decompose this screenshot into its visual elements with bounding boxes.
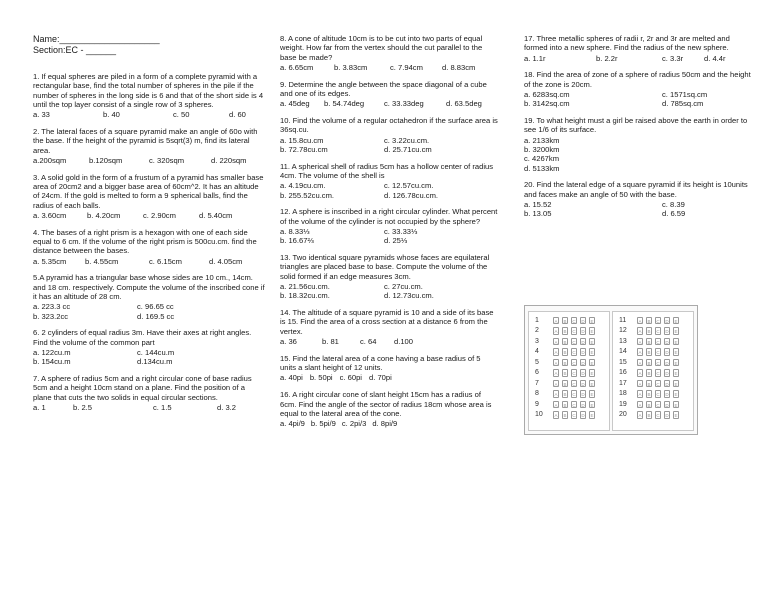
answer-bubble-b[interactable]: B <box>647 392 651 397</box>
answer-bubble-b[interactable]: B <box>563 381 567 387</box>
options <box>524 54 754 63</box>
option-b: b. 4.55cm <box>85 256 119 266</box>
option-a: a. 36 <box>280 337 297 347</box>
option-d: d. 63.5deg <box>446 99 482 109</box>
answer-bubble-c[interactable]: C <box>656 350 660 355</box>
answer-row-number: 9 <box>535 400 539 408</box>
answer-bubble-e[interactable]: E <box>674 329 678 334</box>
answer-bubble-a[interactable]: A <box>554 413 558 418</box>
option-c: c. 3.3r <box>662 53 684 63</box>
option-a: a. 21.56cu.cm. <box>280 282 330 292</box>
option-c: c. 3.22cu.cm. <box>384 135 430 145</box>
answer-bubble-b[interactable]: B <box>647 402 651 408</box>
question-7 <box>33 374 265 412</box>
options <box>33 156 265 165</box>
answer-bubble-a[interactable]: A <box>554 381 558 387</box>
answer-bubble-b[interactable]: B <box>647 381 651 387</box>
option-c: c. 6.15cm <box>149 256 182 266</box>
answer-row <box>529 410 609 421</box>
question-text: 12. A sphere is inscribed in a right circular cylinder. What percent of the volume of the cylinder is not occupied by the sphere? <box>280 207 498 226</box>
column-left <box>33 34 265 420</box>
option-c: c. 50 <box>173 110 190 120</box>
option-b: b. 13.05 <box>524 209 552 219</box>
question-text: 9. Determine the angle between the space diagonal of a cube and one of its edges. <box>280 79 487 98</box>
answer-row-number: 14 <box>619 348 627 356</box>
answer-bubble-b[interactable]: B <box>563 350 567 355</box>
options <box>280 373 498 382</box>
question-text: 13. Two identical square pyramids whose faces are equilateral triangles are placed base to base. Compute the volume of the solid formed if an edge measures 3cm. <box>280 253 490 281</box>
question-text: 6. 2 cylinders of equal radius 3m. Have their axes at right angles. Find the volume of the common part <box>33 328 252 347</box>
answer-bubble-a[interactable]: A <box>638 329 642 334</box>
question-14 <box>280 308 498 346</box>
answer-bubble-d[interactable]: D <box>581 381 585 387</box>
option-d: d. 5133km <box>524 163 560 173</box>
question-text: 16. A right circular cone of slant height 15cm has a radius of 6cm. Find the angle of the sector of radius 18cm whose area is equal to the lateral area of the cone. <box>280 390 492 418</box>
option-b: b. 81 <box>322 337 339 347</box>
answer-bubble-a[interactable]: A <box>638 381 642 387</box>
answer-bubble-e[interactable]: E <box>674 318 678 324</box>
answer-bubble-d[interactable]: D <box>665 339 669 345</box>
answer-bubble-d[interactable]: D <box>665 392 669 397</box>
answer-bubble-b[interactable]: B <box>647 371 651 376</box>
option-b: b. 3142sq.cm <box>524 99 570 109</box>
option-b: b. 40 <box>103 110 120 120</box>
answer-bubble-d[interactable]: D <box>581 413 585 418</box>
option-d: d. 8pi/9 <box>372 419 398 429</box>
question-text: 19. To what height must a girl be raised above the earth in order to see 1/6 of its surface. <box>524 116 748 135</box>
answer-row-number: 6 <box>535 369 539 377</box>
options <box>280 227 498 246</box>
answer-bubble-a[interactable]: A <box>638 392 642 397</box>
option-c: c. 320sqm <box>149 155 185 165</box>
answer-bubble-a[interactable]: A <box>554 360 558 366</box>
answer-row <box>613 357 693 368</box>
option-a: a. 40pi <box>280 373 303 383</box>
option-c: c. 144cu.m <box>137 347 175 357</box>
question-5 <box>33 273 265 320</box>
option-b: b. 3.83cm <box>334 62 368 72</box>
option-a: a. 45deg <box>280 99 310 109</box>
option-d: d.100 <box>394 337 414 347</box>
question-19 <box>524 116 754 173</box>
option-d: d. 8.83cm <box>442 62 476 72</box>
question-text: 11. A spherical shell of radius 5cm has a hollow center of radius 4cm. The volume of the shell is <box>280 161 494 181</box>
option-b: b. 50pi <box>309 373 333 383</box>
option-d: d. 4.05cm <box>209 256 243 266</box>
question-text: 1. If equal spheres are piled in a form of a complete pyramid with a rectangular base, find the total number of spheres in the pile if the number of spheres in the long side is 6 and that of the short side is 4 until the top layer consist of a single row of 3 spheres. <box>33 72 264 109</box>
answer-row-number: 20 <box>619 411 627 419</box>
question-text: 5.A pyramid has a triangular base whose sides are 10 cm., 14cm. and 18 cm. respectively. Compute the volume of the inscribed cone if it has an altitude of 28 cm. <box>33 273 265 301</box>
options <box>280 99 498 108</box>
answer-bubble-e[interactable]: E <box>590 371 594 376</box>
answer-row <box>529 326 609 337</box>
answer-bubble-c[interactable]: C <box>656 392 660 397</box>
answer-bubble-e[interactable]: E <box>590 381 594 387</box>
answer-bubble-e[interactable]: E <box>590 413 594 418</box>
option-a: a. 4pi/9 <box>280 419 305 429</box>
answer-bubble-a[interactable]: A <box>638 413 642 418</box>
question-text: 14. The altitude of a square pyramid is 10 and a side of its base is 15. Find the area of a cross section at a distance 6 from the vertex. <box>280 308 494 336</box>
question-15 <box>280 354 498 383</box>
option-d: d. 6.59 <box>662 209 686 219</box>
question-16 <box>280 390 498 428</box>
answer-bubble-b[interactable]: B <box>563 413 567 418</box>
answer-bubble-a[interactable]: A <box>638 339 642 345</box>
answer-bubble-e[interactable]: E <box>590 392 594 397</box>
question-text: 17. Three metallic spheres of radii r, 2r and 3r are melted and formed into a new sphere. Find the radius of the new sphere. <box>524 34 730 53</box>
options <box>33 211 265 220</box>
answer-bubble-e[interactable]: E <box>590 350 594 355</box>
answer-bubble-d[interactable]: D <box>665 350 669 355</box>
answer-bubble-a[interactable]: A <box>554 329 558 334</box>
answer-bubble-d[interactable]: D <box>581 329 585 334</box>
answer-row <box>613 368 693 379</box>
option-a: a. 15.8cu.cm <box>280 135 324 145</box>
answer-row <box>529 378 609 389</box>
answer-row-number: 3 <box>535 337 539 345</box>
answer-bubble-c[interactable]: C <box>572 329 576 334</box>
option-a: a. 33 <box>33 110 50 120</box>
section-line: Section:EC - ______ <box>33 45 117 55</box>
answer-bubble-a[interactable]: A <box>554 339 558 345</box>
answer-bubble-b[interactable]: B <box>647 339 651 345</box>
answer-bubble-d[interactable]: D <box>581 350 585 355</box>
options <box>33 302 265 321</box>
option-b: b. 2.2r <box>596 53 618 63</box>
answer-bubble-d[interactable]: D <box>665 371 669 376</box>
answer-bubble-d[interactable]: D <box>665 381 669 387</box>
option-a: a. 1 <box>33 402 46 412</box>
question-20 <box>524 180 754 218</box>
question-text: 8. A cone of altitude 10cm is to be cut into two parts of equal weight. How far from the vertex should the cut parallel to the base be made? <box>280 34 483 62</box>
answer-bubble-e[interactable]: E <box>674 360 678 366</box>
question-1 <box>33 72 265 119</box>
option-c: c. 12.57cu.cm. <box>384 181 434 191</box>
answer-bubble-e[interactable]: E <box>590 402 594 408</box>
option-d: d. 25⅓ <box>384 236 408 246</box>
answer-bubble-a[interactable]: A <box>554 318 558 324</box>
answer-bubble-e[interactable]: E <box>590 360 594 366</box>
option-a: a. 6.65cm <box>280 62 314 72</box>
answer-bubble-c[interactable]: C <box>656 339 660 345</box>
options <box>524 90 754 109</box>
answer-bubble-b[interactable]: B <box>563 392 567 397</box>
option-a: a. 6283sq.cm <box>524 89 570 99</box>
answer-bubble-e[interactable]: E <box>674 350 678 355</box>
answer-bubble-c[interactable]: C <box>656 381 660 387</box>
answer-row <box>613 347 693 358</box>
answer-bubble-b[interactable]: B <box>563 360 567 366</box>
options <box>524 136 754 173</box>
answer-bubble-c[interactable]: C <box>572 371 576 376</box>
option-b: b.120sqm <box>89 155 123 165</box>
answer-row <box>613 399 693 410</box>
answer-row <box>613 378 693 389</box>
option-d: d. 785sq.cm <box>662 99 704 109</box>
question-text: 20. Find the lateral edge of a square pyramid if its height is 10units and faces make an angle of 50 with the base. <box>524 180 748 199</box>
question-8 <box>280 34 498 72</box>
options <box>33 257 265 266</box>
answer-row <box>529 368 609 379</box>
answer-bubble-b[interactable]: B <box>647 318 651 324</box>
answer-bubble-a[interactable]: A <box>638 350 642 355</box>
answer-row <box>529 347 609 358</box>
option-a: a. 2133km <box>524 135 560 145</box>
answer-bubble-d[interactable]: D <box>581 318 585 324</box>
answer-bubble-d[interactable]: D <box>581 339 585 345</box>
answer-row-number: 2 <box>535 327 539 335</box>
answer-row-number: 10 <box>535 411 543 419</box>
answer-row-number: 7 <box>535 379 539 387</box>
answer-bubble-c[interactable]: C <box>656 318 660 324</box>
answer-bubble-e[interactable]: E <box>590 329 594 334</box>
answer-bubble-b[interactable]: B <box>647 329 651 334</box>
option-c: c. 2.90cm <box>143 210 176 220</box>
answer-bubble-c[interactable]: C <box>656 371 660 376</box>
question-17 <box>524 34 754 63</box>
option-a: a.200sqm <box>33 155 67 165</box>
answer-bubble-d[interactable]: D <box>665 329 669 334</box>
question-11 <box>280 162 498 200</box>
answer-bubble-a[interactable]: A <box>638 360 642 366</box>
answer-row-number: 15 <box>619 358 627 366</box>
option-b: b. 72.78cu.cm <box>280 144 328 154</box>
question-3 <box>33 173 265 220</box>
option-b: b. 323.2cc <box>33 311 69 321</box>
option-d: d. 169.5 cc <box>137 311 175 321</box>
question-18 <box>524 70 754 108</box>
option-c: c. 60pi <box>339 373 362 383</box>
answer-bubble-d[interactable]: D <box>581 392 585 397</box>
answer-bubble-b[interactable]: B <box>563 339 567 345</box>
answer-row-number: 5 <box>535 358 539 366</box>
answer-bubble-b[interactable]: B <box>647 413 651 418</box>
question-13 <box>280 253 498 300</box>
answer-bubble-c[interactable]: C <box>572 402 576 408</box>
option-c: c. 1.5 <box>153 402 172 412</box>
question-text: 10. Find the volume of a regular octahedron if the surface area is 36sq.cu. <box>280 116 498 135</box>
options <box>280 63 498 72</box>
answer-bubble-d[interactable]: D <box>665 402 669 408</box>
answer-bubble-c[interactable]: C <box>572 339 576 345</box>
option-a: a. 15.52 <box>524 199 552 209</box>
answer-bubble-c[interactable]: C <box>572 413 576 418</box>
answer-bubble-d[interactable]: D <box>665 360 669 366</box>
answer-bubble-a[interactable]: A <box>554 350 558 355</box>
option-d: d. 25.71cu.cm <box>384 144 432 154</box>
question-text: 2. The lateral faces of a square pyramid make an angle of 60o with the base. If the height of the pyramid is 5sqrt(3) m, find its lateral area. <box>33 126 258 155</box>
answer-bubble-e[interactable]: E <box>674 381 678 387</box>
question-text: 7. A sphere of radius 5cm and a right circular cone of base radius 5cm and a height 10cm stand on a plane. Find the position of a plane that cuts the two solids in equal circular sections. <box>33 374 252 402</box>
question-2 <box>33 127 265 165</box>
option-c: c. 27cu.cm. <box>384 282 423 292</box>
answer-bubble-b[interactable]: B <box>563 371 567 376</box>
answer-row-number: 17 <box>619 379 627 387</box>
option-d: d. 60 <box>229 110 246 120</box>
option-d: d. 3.2 <box>217 402 236 412</box>
answer-row-number: 18 <box>619 390 627 398</box>
option-a: a. 223.3 cc <box>33 302 71 312</box>
answer-bubble-e[interactable]: E <box>590 339 594 345</box>
question-4 <box>33 228 265 266</box>
answer-bubble-d[interactable]: D <box>665 318 669 324</box>
option-a: a. 3.60cm <box>33 210 67 220</box>
option-a: a. 1.1r <box>524 53 546 63</box>
answer-row <box>613 326 693 337</box>
answer-row <box>529 357 609 368</box>
option-b: b. 16.67⅔ <box>280 236 314 246</box>
option-c: c. 8.39 <box>662 199 685 209</box>
option-c: c. 33.33deg <box>384 99 424 109</box>
option-d: d.134cu.m <box>137 357 173 367</box>
name-line: Name:____________________ <box>33 34 160 44</box>
answer-row-number: 4 <box>535 348 539 356</box>
option-a: a. 122cu.m <box>33 347 71 357</box>
options <box>280 282 498 301</box>
answer-row-number: 13 <box>619 337 627 345</box>
option-d: d. 126.78cu.cm. <box>384 190 439 200</box>
answer-bubble-a[interactable]: A <box>638 318 642 324</box>
option-b: b. 54.74deg <box>324 99 365 109</box>
option-d: d. 70pi <box>369 373 392 383</box>
answer-row <box>529 399 609 410</box>
answer-bubble-b[interactable]: B <box>647 350 651 355</box>
answer-bubble-c[interactable]: C <box>572 392 576 397</box>
option-b: b. 2.5 <box>73 402 92 412</box>
options <box>33 403 265 412</box>
answer-bubble-b[interactable]: B <box>563 318 567 324</box>
option-c: c. 7.94cm <box>390 62 423 72</box>
answer-bubble-c[interactable]: C <box>572 360 576 366</box>
options <box>280 419 498 428</box>
answer-bubble-c[interactable]: C <box>572 350 576 355</box>
answer-row <box>613 315 693 326</box>
option-b: b. 4.20cm <box>87 210 121 220</box>
options <box>524 200 754 219</box>
question-6 <box>33 328 265 366</box>
answer-row <box>529 389 609 400</box>
option-a: a. 5.35cm <box>33 256 67 266</box>
answer-bubble-c[interactable]: C <box>656 413 660 418</box>
question-12 <box>280 207 498 245</box>
answer-row-number: 12 <box>619 327 627 335</box>
option-d: d. 12.73cu.cm. <box>384 291 434 301</box>
answer-row <box>613 389 693 400</box>
question-10 <box>280 116 498 154</box>
option-c: c. 2pi/3 <box>341 419 367 429</box>
answer-bubble-e[interactable]: E <box>674 392 678 397</box>
answer-bubble-b[interactable]: B <box>563 402 567 408</box>
options <box>280 136 498 155</box>
option-c: c. 4267km <box>524 154 560 164</box>
option-d: d. 5.40cm <box>199 210 233 220</box>
answer-bubble-e[interactable]: E <box>674 371 678 376</box>
answer-row-number: 16 <box>619 369 627 377</box>
answer-bubble-c[interactable]: C <box>656 360 660 366</box>
answer-bubble-d[interactable]: D <box>581 402 585 408</box>
question-text: 3. A solid gold in the form of a frustum of a pyramid has smaller base area of 20cm2 and a bigger base area of 60cm^2. It has an altitude of 24cm. If the gold is melted to form a 9 spherical balls, find the radius of each balls. <box>33 172 264 210</box>
answer-bubble-d[interactable]: D <box>665 413 669 418</box>
column-right <box>524 34 754 226</box>
answer-bubble-c[interactable]: C <box>572 318 576 324</box>
option-b: b. 18.32cu.cm. <box>280 291 330 301</box>
answer-row-number: 1 <box>535 316 539 324</box>
answer-bubble-e[interactable]: E <box>674 339 678 345</box>
option-a: a. 4.19cu.cm. <box>280 181 326 191</box>
option-b: b. 3200km <box>524 144 560 154</box>
answer-bubble-c[interactable]: C <box>572 381 576 387</box>
answer-row-number: 11 <box>619 316 627 324</box>
option-a: a. 8.33⅓ <box>280 227 310 237</box>
option-b: b. 255.52cu.cm. <box>280 190 335 200</box>
question-text: 18. Find the area of zone of a sphere of radius 50cm and the height of the zone is 20cm. <box>524 70 751 89</box>
column-middle <box>280 34 498 436</box>
answer-panel-right <box>612 311 694 431</box>
answer-bubble-c[interactable]: C <box>656 402 660 408</box>
answer-bubble-c[interactable]: C <box>656 329 660 334</box>
option-b: b. 154cu.m <box>33 357 71 367</box>
answer-row <box>613 336 693 347</box>
option-d: d. 220sqm <box>211 155 247 165</box>
answer-bubble-a[interactable]: A <box>554 371 558 376</box>
answer-bubble-a[interactable]: A <box>638 402 642 408</box>
answer-bubble-d[interactable]: D <box>581 360 585 366</box>
answer-bubble-d[interactable]: D <box>581 371 585 376</box>
answer-row <box>529 315 609 326</box>
option-b: b. 5pi/9 <box>310 419 336 429</box>
answer-bubble-b[interactable]: B <box>647 360 651 366</box>
options <box>33 348 265 367</box>
option-c: c. 64 <box>360 337 377 347</box>
option-c: c. 33.33⅓ <box>384 227 418 237</box>
answer-bubble-e[interactable]: E <box>590 318 594 324</box>
answer-bubble-b[interactable]: B <box>563 329 567 334</box>
answer-sheet <box>524 305 698 435</box>
answer-row-number: 8 <box>535 390 539 398</box>
question-text: 15. Find the lateral area of a cone having a base radius of 5 units a slant height of 12 units. <box>280 353 481 373</box>
answer-panel-left <box>528 311 610 431</box>
question-9 <box>280 80 498 109</box>
option-c: c. 1571sq.cm <box>662 89 708 99</box>
options <box>280 181 498 200</box>
option-c: c. 96.65 cc <box>137 302 174 312</box>
options <box>280 337 498 346</box>
answer-bubble-e[interactable]: E <box>674 413 678 418</box>
question-text: 4. The bases of a right prism is a hexagon with one of each side equal to 6 cm. If the volume of the right prism is 500cu.cm. find the distance between the bases. <box>33 227 257 256</box>
option-d: d. 4.4r <box>704 53 726 63</box>
answer-row <box>529 336 609 347</box>
options <box>33 110 265 119</box>
answer-row-number: 19 <box>619 400 627 408</box>
answer-bubble-a[interactable]: A <box>638 371 642 376</box>
answer-bubble-a[interactable]: A <box>554 392 558 397</box>
answer-bubble-a[interactable]: A <box>554 402 558 408</box>
answer-row <box>613 410 693 421</box>
answer-bubble-e[interactable]: E <box>674 402 678 408</box>
